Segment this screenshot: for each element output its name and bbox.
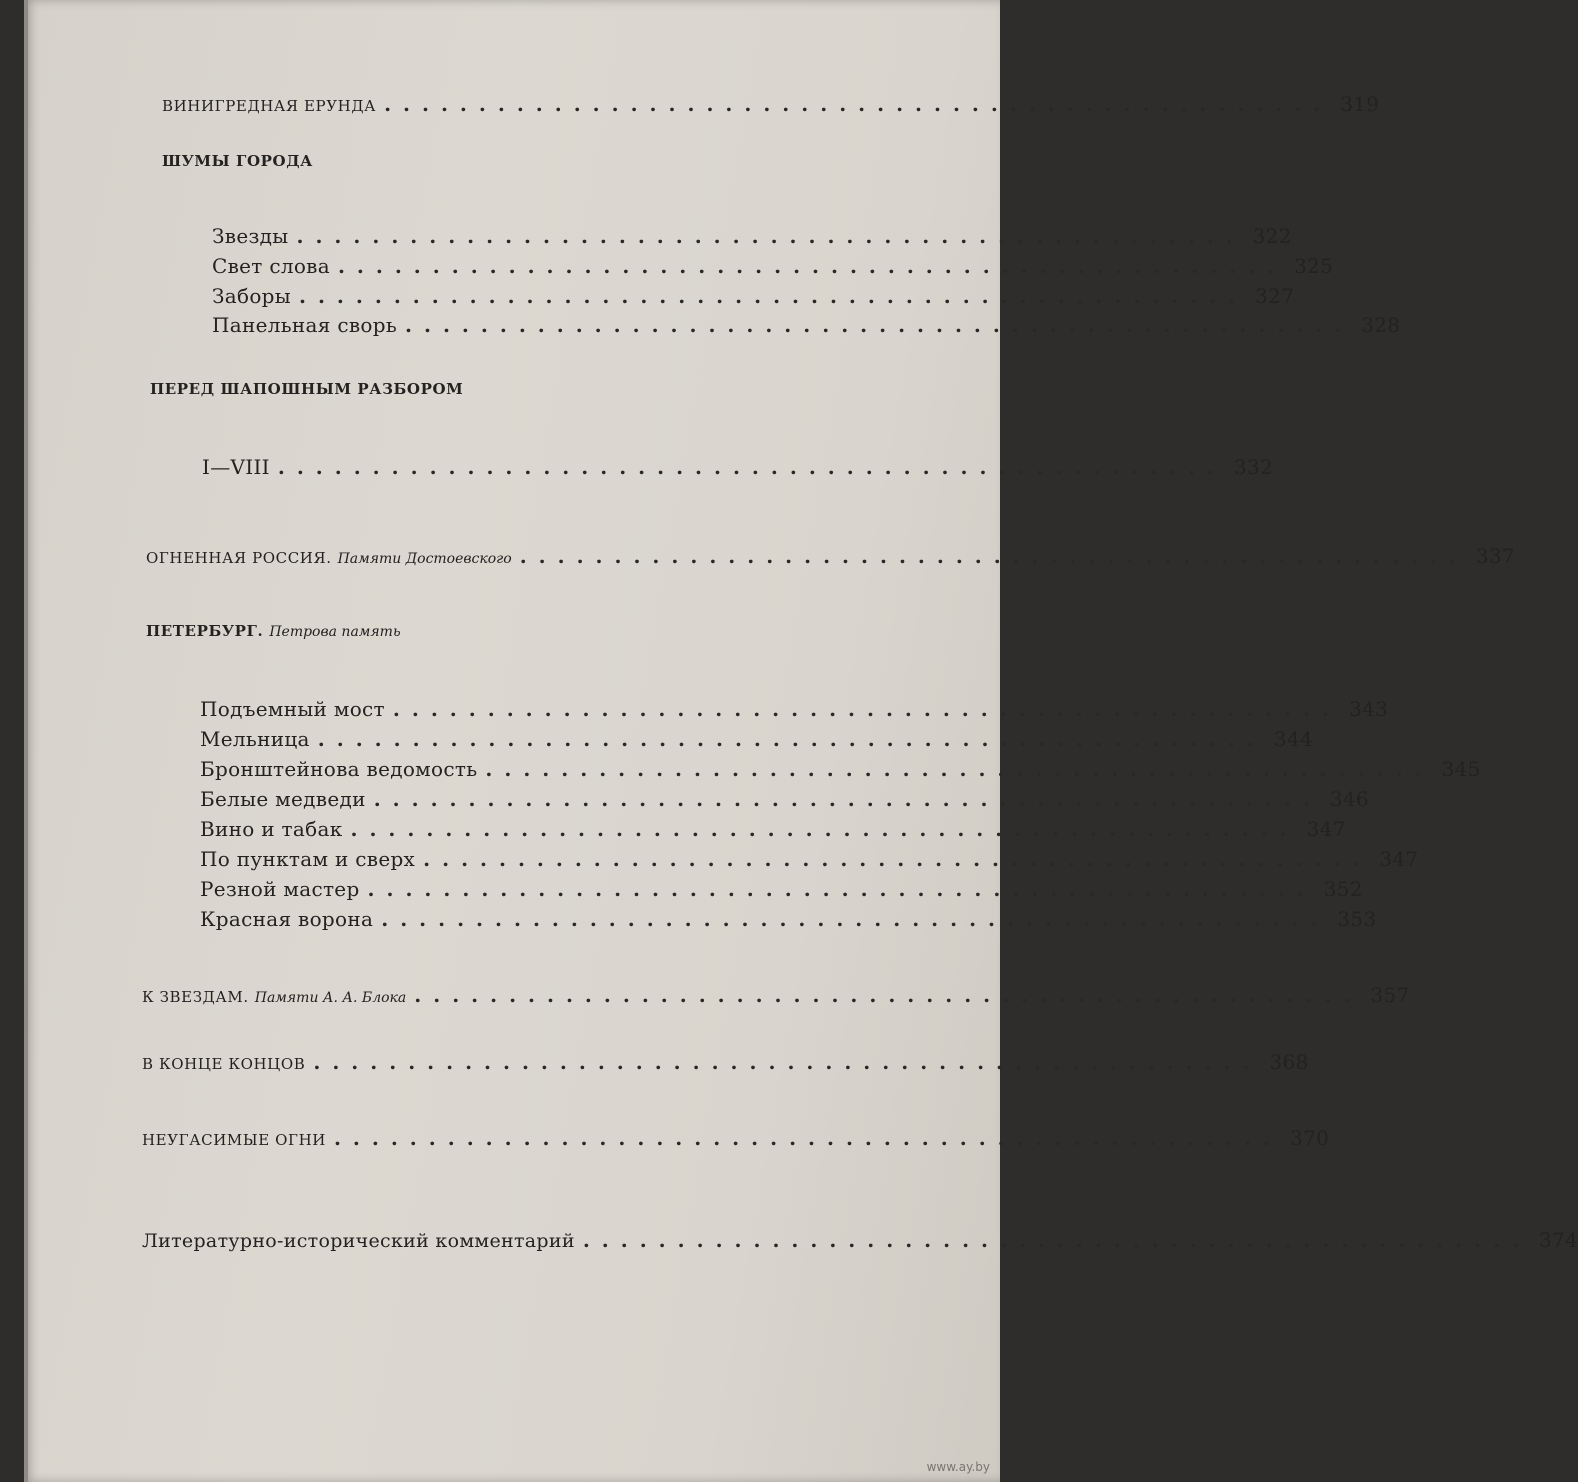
toc-page-number: 346	[1329, 787, 1369, 811]
toc-entry-title: Бронштейнова ведомость	[200, 757, 478, 781]
toc-entry-title: Мельница	[200, 727, 310, 751]
section-heading-shumy: ШУМЫ ГОРОДА	[162, 152, 313, 170]
toc-entry-title: Подъемный мост	[200, 697, 385, 721]
toc-entry-title: К ЗВЕЗДАМ.	[142, 988, 249, 1006]
toc-entry-ognennaya	[146, 544, 1515, 568]
toc-entry-v-kontse	[142, 1050, 1309, 1074]
toc-leader-dots: ..................................................	[367, 877, 1316, 901]
toc-page-number: 332	[1234, 455, 1274, 479]
toc-leader-dots: ..................................................	[373, 787, 1322, 811]
toc-entry-title: Свет слова	[212, 254, 330, 278]
toc-entry-title: Заборы	[212, 284, 291, 308]
toc-leader-dots: ..................................................	[277, 455, 1227, 479]
toc-entry-k-zvezdam	[142, 983, 1410, 1007]
toc-page-number: 347	[1306, 817, 1346, 841]
toc-entry-kommentariy	[142, 1228, 1578, 1252]
toc-entry-title: В КОНЦЕ КОНЦОВ	[142, 1055, 306, 1073]
toc-entry-vinegret	[162, 92, 1380, 116]
section-heading-title: ПЕТЕРБУРГ.	[146, 622, 264, 640]
toc-entry	[200, 907, 1377, 931]
toc-entry-title: Белые медведи	[200, 787, 366, 811]
toc-leader-dots: ..................................................	[381, 907, 1330, 931]
section-heading-pered: ПЕРЕД ШАПОШНЫМ РАЗБОРОМ	[150, 380, 464, 398]
toc-entry-subtitle: Памяти А. А. Блока	[254, 990, 407, 1006]
toc-entry-subtitle: Памяти Достоевского	[337, 551, 512, 567]
toc-page-number: 345	[1441, 757, 1481, 781]
toc-page-number: 352	[1323, 877, 1363, 901]
toc-entry-title: ВИНИГРЕДНАЯ ЕРУНДА	[162, 97, 377, 115]
toc-leader-dots: ..................................................	[485, 757, 1434, 781]
toc-entry	[200, 847, 1419, 871]
toc-leader-dots: ..................................................	[313, 1050, 1262, 1074]
toc-leader-dots: ..................................................	[405, 313, 1354, 337]
toc-leader-dots: ..................................................	[392, 697, 1342, 721]
toc-page-number: 322	[1252, 224, 1292, 248]
toc-page-number: 368	[1269, 1050, 1309, 1074]
toc-entry	[200, 877, 1363, 901]
toc-entry-neugasimye	[142, 1126, 1330, 1150]
toc-page-number: 374	[1538, 1228, 1578, 1252]
toc-leader-dots: ..................................................	[296, 224, 1245, 248]
toc-entry	[200, 787, 1369, 811]
toc-entry-title: Красная ворона	[200, 907, 374, 931]
toc-entry-title: ОГНЕННАЯ РОССИЯ.	[146, 549, 332, 567]
toc-page-number: 357	[1370, 983, 1410, 1007]
section-heading-peterburg	[146, 622, 401, 640]
toc-page-number: 344	[1273, 727, 1313, 751]
toc-leader-dots: ..................................................	[337, 254, 1287, 278]
site-watermark: www.ay.by	[926, 1460, 990, 1474]
section-heading-subtitle: Петрова память	[269, 624, 401, 640]
toc-leader-dots: ..................................................	[384, 92, 1333, 116]
toc-entry	[202, 455, 1274, 479]
toc-leader-dots: ..................................................	[519, 544, 1468, 568]
toc-page-number: 327	[1255, 284, 1295, 308]
toc-leader-dots: ..................................................	[423, 847, 1372, 871]
toc-leader-dots: ..................................................	[317, 727, 1266, 751]
toc-page-number: 343	[1349, 697, 1389, 721]
toc-leader-dots: ..................................................	[299, 284, 1248, 308]
toc-entry-title: НЕУГАСИМЫЕ ОГНИ	[142, 1131, 326, 1149]
toc-entry	[212, 313, 1401, 337]
toc-page-number: 319	[1340, 92, 1380, 116]
toc-entry-title: Резной мастер	[200, 877, 360, 901]
toc-entry-title: Вино и табак	[200, 817, 343, 841]
toc-entry-title: Панельная сворь	[212, 313, 398, 337]
toc-entry	[200, 817, 1346, 841]
toc-leader-dots: ..................................................	[350, 817, 1299, 841]
toc-page-number: 347	[1379, 847, 1419, 871]
toc-entry	[200, 757, 1481, 781]
toc-entry	[212, 224, 1292, 248]
toc-page-number: 353	[1337, 907, 1377, 931]
toc-entry-title: По пунктам и сверх	[200, 847, 416, 871]
toc-entry	[212, 254, 1334, 278]
toc-leader-dots: ..................................................	[582, 1228, 1531, 1252]
toc-page-number: 337	[1475, 544, 1515, 568]
toc-entry-title: I—VIII	[202, 455, 270, 479]
toc-entry-title: Звезды	[212, 224, 289, 248]
toc-page-number: 370	[1290, 1126, 1330, 1150]
toc-page-number: 325	[1294, 254, 1334, 278]
toc-leader-dots: ..................................................	[333, 1126, 1283, 1150]
toc-leader-dots: ..................................................	[414, 983, 1363, 1007]
page-gutter-shadow	[24, 0, 28, 1482]
toc-entry-title: Литературно-исторический комментарий	[142, 1230, 575, 1252]
toc-entry	[212, 284, 1295, 308]
toc-entry	[200, 697, 1389, 721]
toc-page-number: 328	[1361, 313, 1401, 337]
toc-entry	[200, 727, 1313, 751]
